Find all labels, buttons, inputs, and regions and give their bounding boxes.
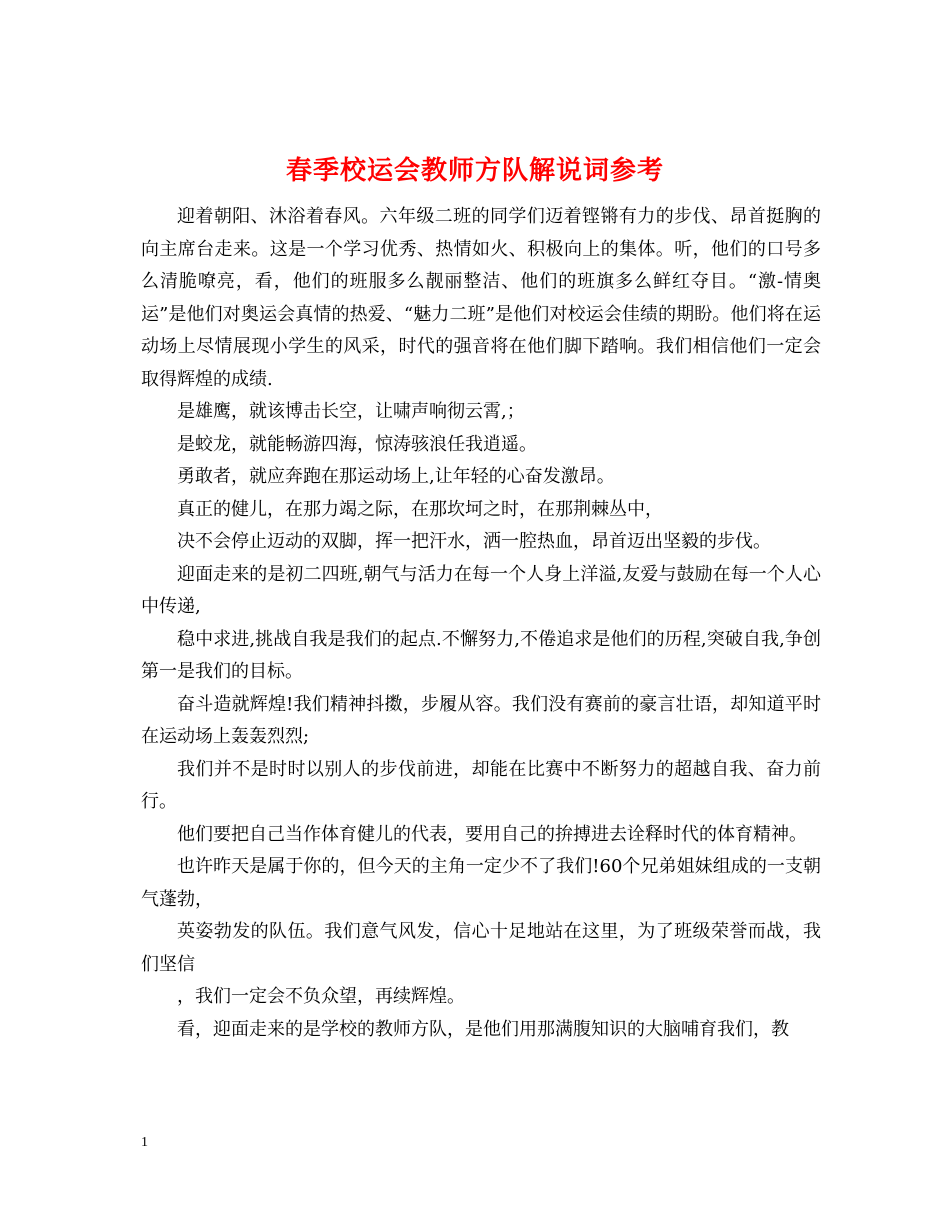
paragraph: 迎面走来的是初二四班,朝气与活力在每一个人身上洋溢,友爱与鼓励在每一个人心中传递, [141, 563, 821, 617]
paragraph: 是雄鹰，就该博击长空，让啸声响彻云霄,； [177, 401, 525, 422]
page-number: 1 [141, 1135, 148, 1150]
paragraph: ，我们一定会不负众望，再续辉煌。 [177, 986, 465, 1007]
document-body [141, 201, 821, 1046]
paragraph: 也许昨天是属于你的，但今天的主角一定少不了我们!60个兄弟姐妹组成的一支朝气蓬勃， [141, 856, 821, 910]
paragraph: 我们并不是时时以别人的步伐前进，却能在比赛中不断努力的超越自我、奋力前行。 [141, 758, 821, 812]
paragraph: 看，迎面走来的是学校的教师方队，是他们用那满腹知识的大脑哺育我们，教 [177, 1018, 789, 1040]
paragraph: 奋斗造就辉煌!我们精神抖擞，步履从容。我们没有赛前的豪言壮语，却知道平时在运动场上轰轰烈烈; [141, 693, 821, 747]
paragraph: 他们要把自己当作体育健儿的代表，要用自己的拚搏进去诠释时代的体育精神。 [177, 823, 807, 845]
paragraph: 迎着朝阳、沐浴着春风。六年级二班的同学们迈着铿锵有力的步伐、昂首挺胸的向主席台走来。这是一个学习优秀、热情如火、积极向上的集体。听，他们的口号多么清脆嘹亮，看，他们的班服多么靓丽整洁、他们的班旗多么鲜红夺目。“激-情奥运”是他们对奥运会真情的热爱、“魅力二班”是他们对校运会佳绩的期盼。他们将在运动场上尽情展现小学生的风采，时代的强音将在他们脚下踏响。我们相信他们一定会取得辉煌的成绩. [141, 206, 821, 390]
paragraph: 稳中求进,挑战自我是我们的起点.不懈努力,不倦追求是他们的历程,突破自我,争创第一是我们的目标。 [141, 628, 821, 682]
paragraph: 决不会停止迈动的双脚，挥一把汗水，洒一腔热血，昂首迈出坚毅的步伐。 [177, 531, 771, 552]
paragraph: 英姿勃发的队伍。我们意气风发，信心十足地站在这里，为了班级荣誉而战，我们坚信 [141, 921, 821, 975]
paragraph: 是蛟龙，就能畅游四海，惊涛骇浪任我逍遥。 [177, 433, 537, 455]
paragraph: 真正的健儿，在那力竭之际，在那坎坷之时，在那荆棘丛中， [177, 498, 663, 520]
paragraph: 勇敢者，就应奔跑在那运动场上,让年轻的心奋发激昂。 [177, 466, 615, 487]
document-title: 春季校运会教师方队解说词参考 [285, 156, 664, 187]
